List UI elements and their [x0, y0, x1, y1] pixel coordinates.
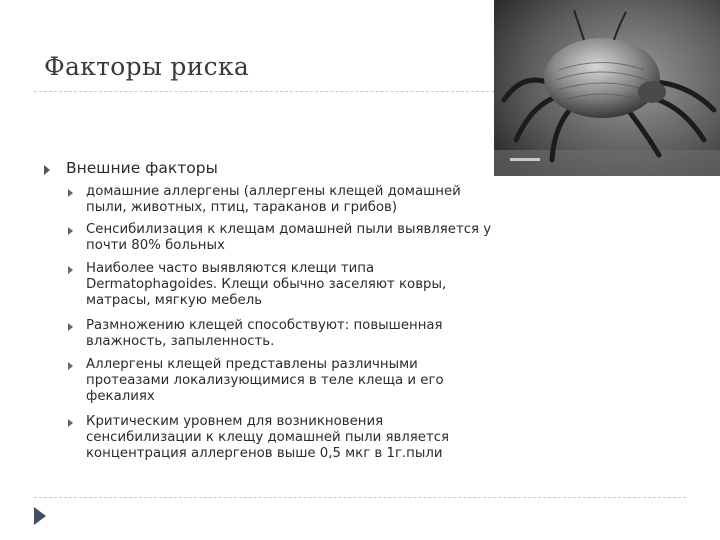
- list-item-line: Сенсибилизация к клещам домашней пыли выявляется у: [86, 222, 492, 237]
- list-item-line: Размножению клещей способствуют: повышенная: [86, 318, 443, 333]
- triangle-right-icon: [68, 362, 73, 370]
- list-item-line: сенсибилизации к клещу домашней пыли является: [86, 430, 450, 445]
- list-item-line: пыли, животных, птиц, тараканов и грибов): [86, 200, 398, 215]
- footer-divider: [34, 497, 686, 498]
- list-item-line: Наиболее часто выявляются клещи типа: [86, 261, 375, 276]
- list-item: [86, 184, 556, 216]
- slide-title: Факторы риска: [44, 52, 250, 81]
- triangle-right-icon: [68, 189, 73, 197]
- list-item: [86, 318, 556, 350]
- triangle-right-icon: [68, 323, 73, 331]
- triangle-right-icon: [44, 165, 50, 175]
- list-item-line: Критическим уровнем для возникновения: [86, 414, 384, 429]
- list-item: [86, 261, 556, 309]
- list-item-line: почти 80% больных: [86, 238, 225, 253]
- dust-mite-illustration: [494, 0, 720, 176]
- list-item: [86, 357, 556, 405]
- dust-mite-photo: [494, 0, 720, 176]
- list-item-line: фекалиях: [86, 389, 155, 404]
- play-arrow-icon[interactable]: [34, 507, 46, 525]
- list-item-line: Dermatophagoides. Клещи обычно заселяют ковры,: [86, 277, 447, 292]
- list-item-line: протеазами локализующимися в теле клеща и его: [86, 373, 444, 388]
- list-item-line: Аллергены клещей представлены различными: [86, 357, 418, 372]
- triangle-right-icon: [68, 227, 73, 235]
- heading-external-factors: Внешние факторы: [66, 159, 218, 177]
- list-item-line: влажность, запыленность.: [86, 334, 275, 349]
- triangle-right-icon: [68, 266, 73, 274]
- list-item: [86, 414, 556, 462]
- list-item-line: концентрация аллергенов выше 0,5 мкг в 1г.пыли: [86, 446, 443, 461]
- triangle-right-icon: [68, 419, 73, 427]
- list-item: [86, 222, 556, 254]
- list-item-line: матрасы, мягкую мебель: [86, 293, 263, 308]
- title-divider: [34, 91, 494, 92]
- list-item-line: домашние аллергены (аллергены клещей домашней: [86, 184, 461, 199]
